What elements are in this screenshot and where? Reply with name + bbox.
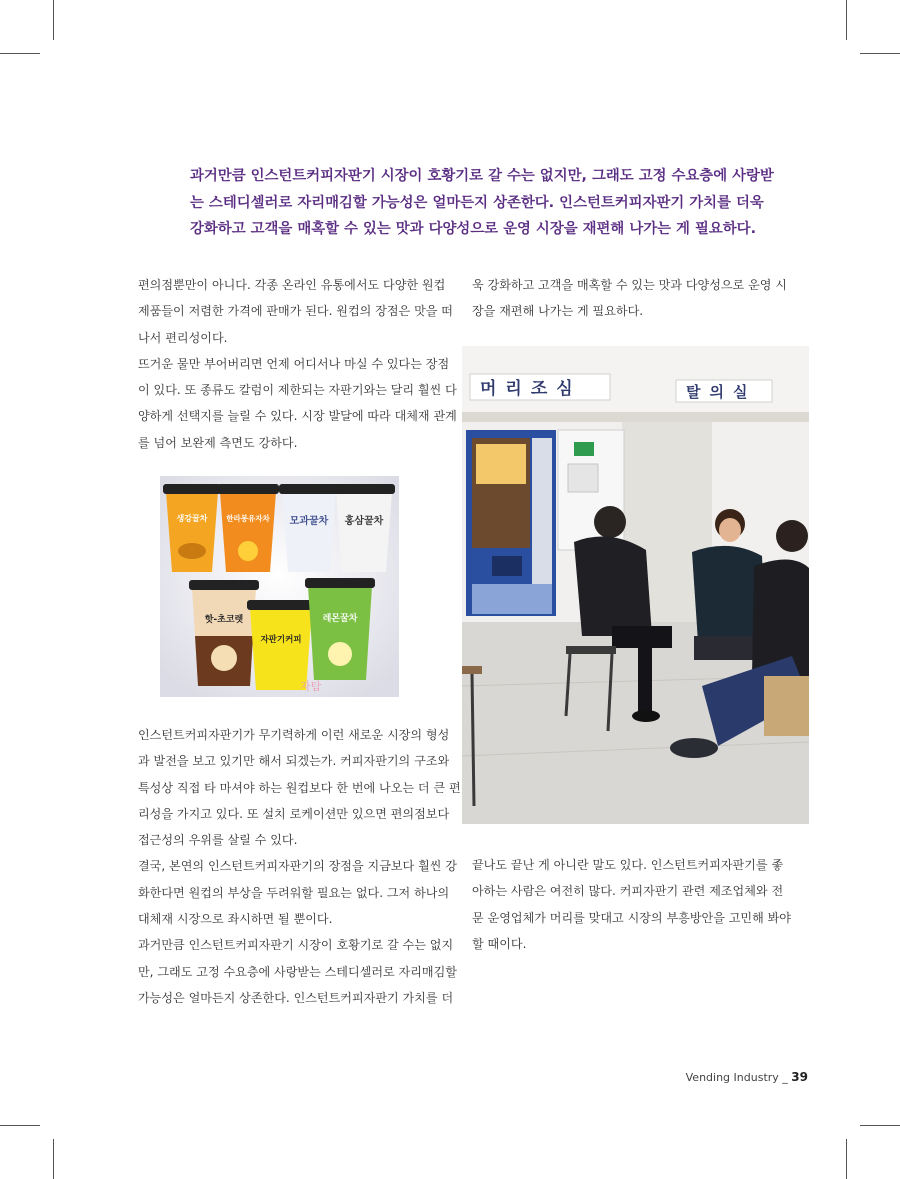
page-footer [686,1070,808,1084]
pull-quote [190,163,774,243]
sign-changing-room: 탈의실 [686,383,757,401]
crop-mark [0,53,40,54]
body-line: 대체재 시장으로 좌시하면 될 뿐이다. [138,912,333,927]
body-line: 문 운영업체가 머리를 맞대고 시장의 부흥방안을 고민해 봐야 [472,910,791,925]
body-line: 끝나도 끝난 게 아니란 말도 있다. 인스턴트커피자판기를 좋 [472,858,784,872]
body-line: 이 있다. 또 종류도 칼럼이 제한되는 자판기와는 달리 훨씬 다 [138,383,457,398]
cup-label: 생강꿀차 [176,514,208,523]
watermark: 자탐 [300,680,322,693]
cup-label: 홍삼꿀차 [344,516,384,527]
body-line: 장을 재편해 나가는 게 필요하다. [472,304,644,319]
vending-machine-lounge-photo [462,346,809,824]
body-line: 뜨거운 물만 부어버리면 언제 어디서나 마실 수 있다는 장점 [138,356,450,371]
cup-hot-chocolate [189,580,259,686]
body-text-left-bottom [138,722,461,1011]
pull-quote-line: 는 스테디셀러로 자리매김할 가능성은 얼마든지 상존한다. 인스턴트커피자판기 가치를 더욱 [190,194,764,211]
body-line: 인스턴트커피자판기가 무기력하게 이런 새로운 시장의 형성 [138,728,450,742]
lounge-illustration [462,346,809,824]
cup-label: 모과꿀차 [289,516,329,527]
body-line: 를 넘어 보완제 측면도 강하다. [138,435,298,450]
page-number: 39 [791,1070,808,1084]
coffee-vending-machine [466,430,556,616]
pull-quote-line: 강화하고 고객을 매혹할 수 있는 맛과 다양성으로 운영 시장을 재편해 나가는 게 필요하다. [190,221,757,237]
footer-magazine-name: Vending Industry _ [685,1071,788,1084]
cup-label: 한라봉유자차 [226,514,270,523]
cups-illustration [160,476,399,697]
cup-label: 레몬꿀차 [322,614,358,624]
sign-caution-head: 머리조심 [480,379,582,399]
body-line: 접근성의 우위를 살릴 수 있다. [138,833,298,848]
body-line: 가능성은 얼마든지 상존한다. 인스턴트커피자판기 가치를 더 [138,990,454,1005]
cup-label: 자판기커피 [260,635,302,645]
body-line: 욱 강화하고 고객을 매혹할 수 있는 맛과 다양성으로 운영 시 [472,278,787,292]
crop-mark [53,0,54,40]
cup-lemon [305,578,375,680]
body-line: 특성상 직접 타 마셔야 하는 원컵보다 한 번에 나오는 더 큰 편 [138,780,461,795]
crop-mark [846,0,847,40]
body-text-left-top [138,272,457,456]
body-text-right-bottom [472,852,791,957]
body-line: 아하는 사람은 여전히 많다. 커피자판기 관련 제조업체와 전 [472,884,784,899]
body-line: 편의점뿐만이 아니다. 각종 온라인 유통에서도 다양한 원컵 [138,278,446,292]
cup-quince [279,484,339,572]
crop-mark [0,1125,40,1126]
cup-vending-coffee [247,600,315,690]
body-line: 양하게 선택지를 늘릴 수 있다. 시장 발달에 따라 대체재 관계 [138,409,457,424]
body-line: 결국, 본연의 인스턴트커피자판기의 장점을 지금보다 훨씬 강 [138,859,457,874]
body-line: 과거만큼 인스턴트커피자판기 시장이 호황기로 갈 수는 없지 [138,938,454,953]
cup-label: 핫-초코렛 [204,615,244,625]
crop-mark [860,1125,900,1126]
cup-ginger [163,484,221,572]
body-text-right-top [472,272,787,325]
body-line: 제품들이 저렴한 가격에 판매가 된다. 원컵의 장점은 맛을 떠 [138,304,453,319]
body-line: 과 발전을 보고 있기만 해서 되겠는가. 커피자판기의 구조와 [138,754,450,769]
body-line: 리성을 가지고 있다. 또 설치 로케이션만 있으면 편의점보다 [138,806,450,821]
body-line: 나서 편리성이다. [138,330,228,345]
crop-mark [846,1139,847,1179]
cup-hallabong [217,484,279,572]
crop-mark [860,53,900,54]
one-cup-products-photo [160,476,399,697]
pull-quote-line: 과거만큼 인스턴트커피자판기 시장이 호황기로 갈 수는 없지만, 그래도 고정 수요층에 사랑받 [190,168,774,184]
crop-mark [53,1139,54,1179]
cup-red-ginseng [333,484,395,572]
body-line: 화한다면 원컵의 부상을 두려워할 필요는 없다. 그저 하나의 [138,885,450,900]
body-line: 만, 그래도 고정 수요층에 사랑받는 스테디셀러로 자리매김할 [138,964,457,979]
body-line: 할 때이다. [472,936,527,951]
